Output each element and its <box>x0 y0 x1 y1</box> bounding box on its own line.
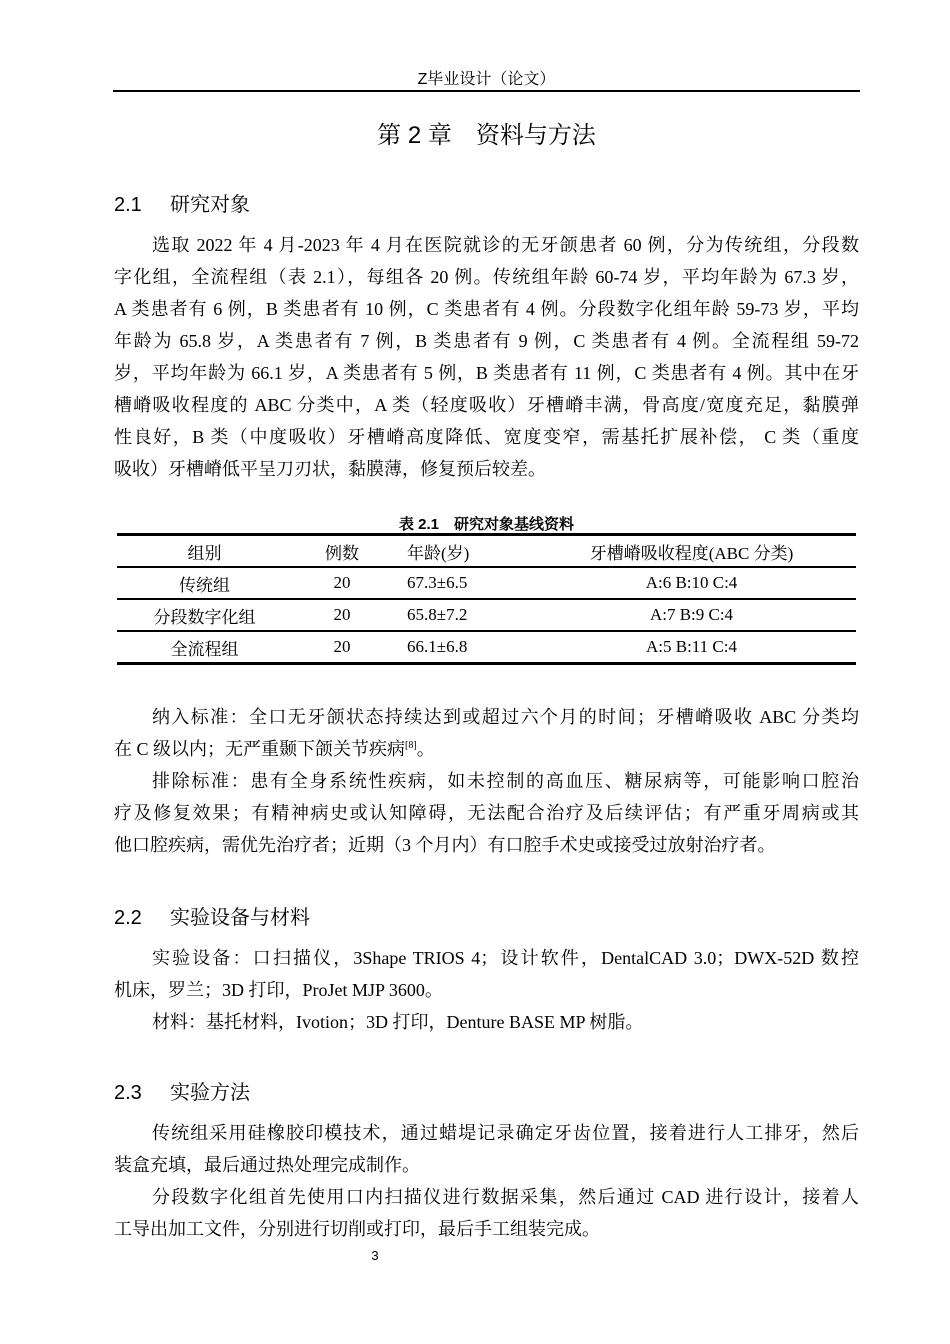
exclusion-line: 排除标准：患有全身系统性疾病，如未控制的高血压、糖尿病等，可能影响口腔治 <box>152 771 859 791</box>
paragraph-line: 岁，平均年龄为 66.1 岁，A 类患者有 5 例，B 类患者有 11 例，C 类患者有 4 例。其中在牙 <box>114 363 859 383</box>
header-divider <box>113 90 860 92</box>
baseline-table <box>117 533 856 665</box>
cell: A:6 B:10 C:4 <box>645 573 738 592</box>
equipment-line: 机床，罗兰；3D 打印，ProJet MJP 3600。 <box>114 980 443 1000</box>
cell: 67.3±6.5 <box>407 573 468 592</box>
section-heading-2-1 <box>114 188 250 217</box>
method-line: 工导出加工文件，分别进行切削或打印，最后手工组装完成。 <box>114 1219 600 1239</box>
inclusion-end: 。 <box>416 739 435 759</box>
cell: 66.1±6.8 <box>407 637 468 656</box>
section-number: 2.1 <box>114 194 142 216</box>
section-number: 2.3 <box>114 1082 142 1104</box>
cell: 分段数字化组 <box>153 607 256 627</box>
method-line: 分段数字化组首先使用口内扫描仪进行数据采集，然后通过 CAD 进行设计，接着人 <box>152 1187 859 1207</box>
method-line: 装盒充填，最后通过热处理完成制作。 <box>114 1155 420 1175</box>
section-heading-2-3 <box>114 1076 250 1105</box>
cell: A:7 B:9 C:4 <box>649 605 734 624</box>
table-caption: 表 2.1 研究对象基线资料 <box>398 516 575 533</box>
section-title: 实验方法 <box>170 1082 250 1104</box>
column-header: 组别 <box>187 543 222 563</box>
cell: 20 <box>333 637 351 656</box>
materials-line: 材料：基托材料，Ivotion；3D 打印，Denture BASE MP 树脂。 <box>152 1012 644 1032</box>
cell: 传统组 <box>179 575 230 595</box>
paragraph-line: 吸收）牙槽嵴低平呈刀刃状，黏膜薄，修复预后较差。 <box>114 459 546 479</box>
method-line: 传统组采用硅橡胶印模技术，通过蜡堤记录确定牙齿位置，接着进行人工排牙，然后 <box>152 1123 859 1143</box>
paragraph-line: 槽嵴吸收程度的 ABC 分类中，A 类（轻度吸收）牙槽嵴丰满，骨高度/宽度充足，黏膜弹 <box>114 395 859 415</box>
table-header-row <box>117 535 856 568</box>
cell: A:5 B:11 C:4 <box>646 637 737 656</box>
cell: 全流程组 <box>170 639 239 659</box>
paragraph-line: A 类患者有 6 例，B 类患者有 10 例，C 类患者有 4 例。分段数字化组年龄 59-73 岁，平均 <box>114 299 859 319</box>
page-header: Z毕业设计（论文） <box>417 71 556 88</box>
cell: 20 <box>333 605 351 624</box>
cell: 20 <box>333 573 351 592</box>
table-row <box>117 631 856 664</box>
inclusion-text: 在 C 级以内；无严重颞下颌关节疾病 <box>114 739 406 759</box>
equipment-line: 实验设备：口扫描仪，3Shape TRIOS 4；设计软件，DentalCAD 3.0；DWX-52D 数控 <box>152 948 859 968</box>
column-header: 牙槽嵴吸收程度(ABC 分类) <box>589 543 794 563</box>
exclusion-line: 疗及修复效果；有精神病史或认知障碍，无法配合治疗及后续评估；有严重牙周病或其 <box>114 803 859 823</box>
section-title: 实验设备与材料 <box>170 907 310 929</box>
section-title: 研究对象 <box>170 194 250 216</box>
paragraph-line: 年龄为 65.8 岁，A 类患者有 7 例，B 类患者有 9 例，C 类患者有 4 例。全流程组 59-72 <box>114 331 859 351</box>
paragraph-line: 性良好，B 类（中度吸收）牙槽嵴高度降低、宽度变窄，需基托扩展补偿， C 类（重度 <box>114 427 859 447</box>
section-number: 2.2 <box>114 907 142 929</box>
table-row <box>117 567 856 599</box>
cell: 65.8±7.2 <box>407 605 468 624</box>
chapter-title: 第 2 章 资料与方法 <box>377 122 596 149</box>
page-number: 3 <box>371 1248 379 1263</box>
table-row <box>117 599 856 631</box>
citation-ref: [8] <box>405 740 417 751</box>
column-header: 例数 <box>325 543 359 563</box>
paragraph-line: 选取 2022 年 4 月-2023 年 4 月在医院就诊的无牙颌患者 60 例，分为传统组，分段数 <box>152 235 859 255</box>
section-heading-2-2 <box>114 901 310 930</box>
column-header: 年龄(岁) <box>407 543 470 563</box>
inclusion-line <box>114 733 859 765</box>
inclusion-line: 纳入标准：全口无牙颌状态持续达到或超过六个月的时间；牙槽嵴吸收 ABC 分类均 <box>152 707 859 727</box>
paragraph-line: 字化组，全流程组（表 2.1），每组各 20 例。传统组年龄 60-74 岁，平均年龄为 67.3 岁， <box>114 267 859 287</box>
exclusion-line: 他口腔疾病，需优先治疗者；近期（3 个月内）有口腔手术史或接受过放射治疗者。 <box>114 835 776 855</box>
